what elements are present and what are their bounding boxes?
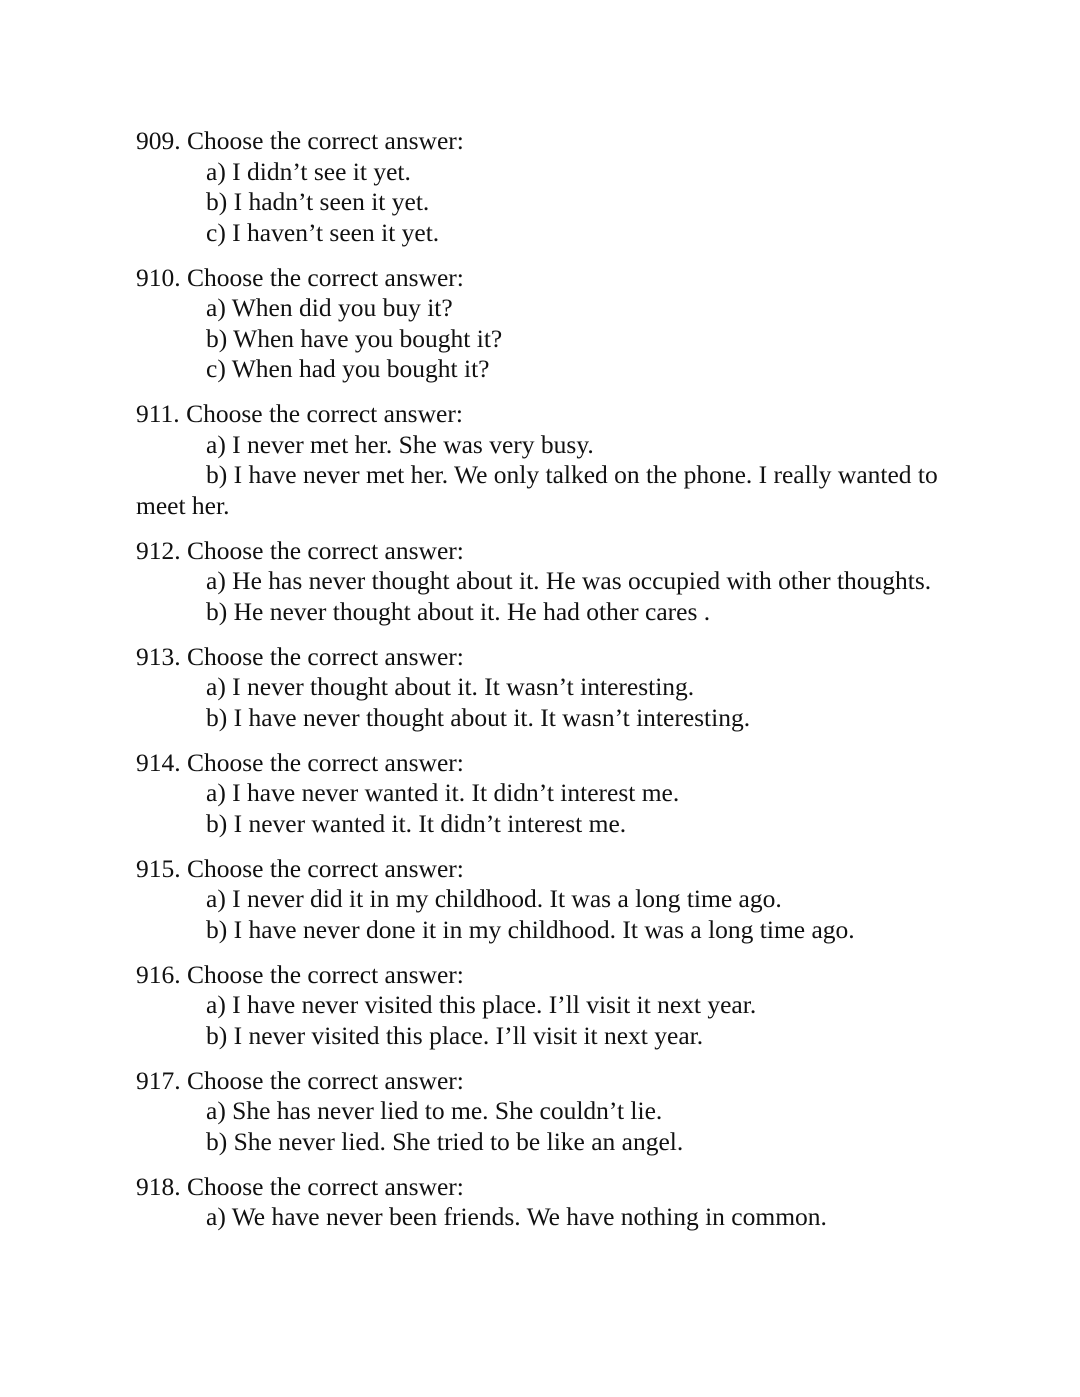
- answer-option-b: b) When have you bought it?: [206, 323, 503, 353]
- question-number: 912.: [136, 535, 181, 565]
- answer-option-c: c) I haven’t seen it yet.: [206, 217, 440, 247]
- question-number: 909.: [136, 126, 181, 155]
- answer-option-a: a) I never thought about it. It wasn’t interesting.: [206, 672, 695, 701]
- question-heading: [136, 1066, 946, 1097]
- document-page: [136, 126, 946, 1247]
- answer-option-c: c) When had you bought it?: [206, 354, 490, 383]
- question-heading: [136, 126, 946, 157]
- answer-option-a: a) He has never thought about it. He was occupied with other thoughts.: [206, 566, 932, 595]
- question-915: [136, 854, 946, 946]
- answer-option-a: a) She has never lied to me. She couldn’t lie.: [206, 1096, 663, 1125]
- answer-option-b: b) I have never met her. We only talked on the phone. I really wanted to meet her.: [136, 460, 938, 520]
- question-heading: [136, 748, 946, 779]
- question-prompt: Choose the correct answer:: [187, 262, 464, 292]
- question-heading: [136, 1172, 946, 1203]
- question-heading: [136, 399, 946, 430]
- question-heading: [136, 536, 946, 567]
- answer-option-b: b) I have never thought about it. It wasn’t interesting.: [206, 702, 751, 732]
- question-number: 916.: [136, 959, 181, 989]
- question-prompt: Choose the correct answer:: [187, 641, 464, 671]
- answer-option-a: a) I never met her. She was very busy.: [206, 429, 594, 459]
- answer-option-b: b) I have never done it in my childhood. It was a long time ago.: [206, 914, 855, 944]
- question-910: [136, 263, 946, 385]
- question-prompt: Choose the correct answer:: [187, 126, 464, 155]
- question-909: [136, 126, 946, 248]
- question-prompt: Choose the correct answer:: [186, 399, 463, 428]
- answer-option-a: a) I have never visited this place. I’ll visit it next year.: [206, 990, 757, 1019]
- question-918: [136, 1172, 946, 1233]
- question-prompt: Choose the correct answer:: [187, 959, 464, 989]
- question-911: [136, 399, 946, 521]
- question-number: 911.: [136, 399, 180, 428]
- answer-option-b: b) I never wanted it. It didn’t interest me.: [206, 808, 627, 838]
- question-heading: [136, 642, 946, 673]
- question-number: 914.: [136, 747, 181, 777]
- question-heading: [136, 263, 946, 294]
- question-916: [136, 960, 946, 1052]
- answer-option-b: b) He never thought about it. He had other cares .: [206, 596, 711, 626]
- question-prompt: Choose the correct answer:: [187, 853, 464, 883]
- question-number: 915.: [136, 853, 181, 883]
- question-heading: [136, 854, 946, 885]
- question-heading: [136, 960, 946, 991]
- question-prompt: Choose the correct answer:: [187, 1171, 464, 1201]
- question-number: 913.: [136, 641, 181, 671]
- question-number: 917.: [136, 1065, 181, 1095]
- question-prompt: Choose the correct answer:: [187, 747, 464, 777]
- question-913: [136, 642, 946, 734]
- answer-option-a: a) I didn’t see it yet.: [206, 156, 411, 186]
- answer-option-b: b) I hadn’t seen it yet.: [206, 187, 430, 216]
- question-917: [136, 1066, 946, 1158]
- answer-option-a: a) I have never wanted it. It didn’t interest me.: [206, 778, 680, 807]
- answer-option-a: a) When did you buy it?: [206, 293, 453, 322]
- question-prompt: Choose the correct answer:: [187, 1065, 464, 1095]
- question-number: 910.: [136, 262, 181, 292]
- question-912: [136, 536, 946, 628]
- answer-option-a: a) I never did it in my childhood. It was a long time ago.: [206, 884, 782, 913]
- answer-option-b: b) I never visited this place. I’ll visit it next year.: [206, 1020, 704, 1050]
- question-number: 918.: [136, 1171, 181, 1201]
- question-prompt: Choose the correct answer:: [187, 535, 464, 565]
- question-914: [136, 748, 946, 840]
- answer-option-b: b) She never lied. She tried to be like an angel.: [206, 1126, 684, 1156]
- answer-option-a: a) We have never been friends. We have nothing in common.: [206, 1202, 827, 1231]
